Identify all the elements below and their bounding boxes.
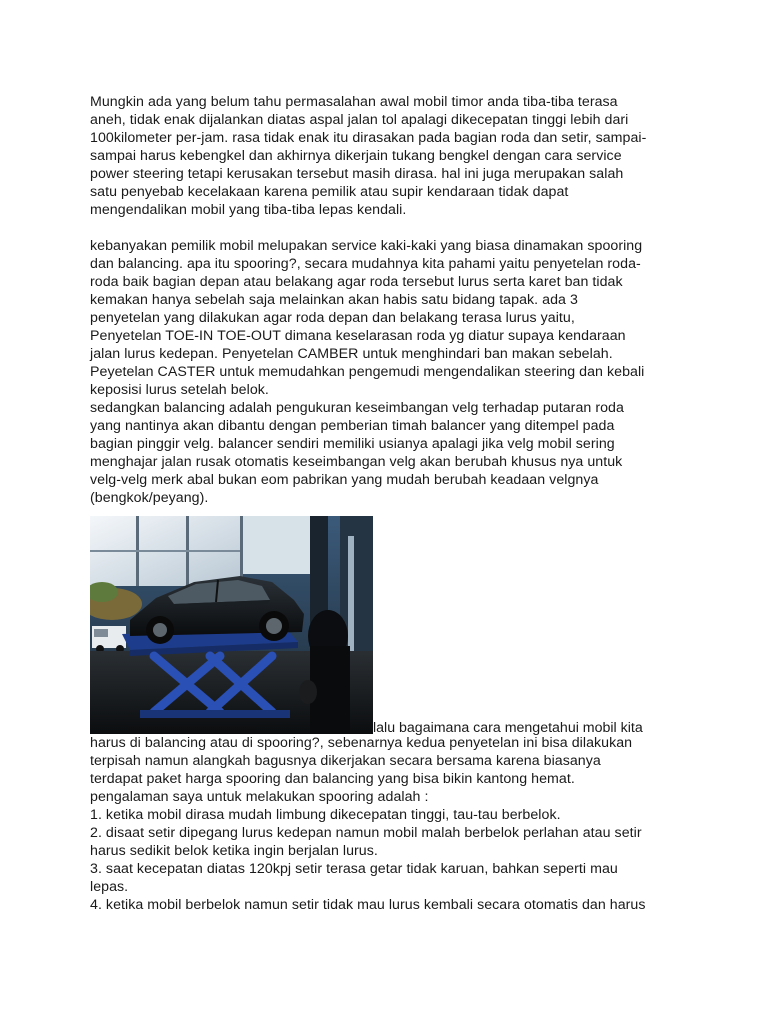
paragraph-spacer bbox=[90, 219, 682, 237]
document-page bbox=[90, 93, 682, 914]
photo-caption-text: lalu bagaimana cara mengetahui mobil kita bbox=[373, 720, 643, 736]
text-line: roda baik bagian depan atau belakang agar roda tersebut lurus serta karet ban tidak bbox=[90, 274, 623, 290]
photo-row bbox=[90, 516, 682, 734]
text-line: velg-velg merk abal bukan eom pabrikan yang mudah berubah keadaan velgnya bbox=[90, 472, 599, 488]
paragraph-intro bbox=[90, 93, 682, 219]
text-line: Peyetelan CASTER untuk memudahkan pengemudi mengendalikan steering dan kebali bbox=[90, 364, 645, 380]
list-item-4: 4. ketika mobil berbelok namun setir tidak mau lurus kembali secara otomatis dan harus bbox=[90, 897, 646, 913]
text-line: Mungkin ada yang belum tahu permasalahan awal mobil timor anda tiba-tiba terasa bbox=[90, 94, 618, 110]
paragraph-experience bbox=[90, 734, 682, 914]
list-item-2: 2. disaat setir dipegang lurus kedepan namun mobil malah berbelok perlahan atau setir bbox=[90, 825, 642, 841]
text-line: kemakan hanya sebelah saja melainkan akan habis satu bidang tapak. ada 3 bbox=[90, 292, 578, 308]
text-line: pengalaman saya untuk melakukan spooring adalah : bbox=[90, 789, 429, 805]
text-line: dan balancing. apa itu spooring?, secara mudahnya kita pahami yaitu penyetelan roda- bbox=[90, 256, 641, 272]
text-line: sampai harus kebengkel dan akhirnya dikerjain tukang bengkel dengan cara service bbox=[90, 148, 622, 164]
list-item-2-cont: harus sedikit belok ketika ingin berjalan lurus. bbox=[90, 843, 378, 859]
list-item-3-cont: lepas. bbox=[90, 879, 129, 895]
text-line: menghajar jalan rusak otomatis keseimbangan velg akan berubah khusus nya untuk bbox=[90, 454, 623, 470]
text-line: 100kilometer per-jam. rasa tidak enak itu dirasakan pada bagian roda dan setir, sampai- bbox=[90, 130, 647, 146]
text-line: mengendalikan mobil yang tiba-tiba lepas kendali. bbox=[90, 202, 407, 218]
text-line: harus di balancing atau di spooring?, sebenarnya kedua penyetelan ini bisa dilakukan bbox=[90, 735, 633, 751]
text-line: penyetelan yang dilakukan agar roda depan dan belakang terasa lurus yaitu, bbox=[90, 310, 575, 326]
list-item-1: 1. ketika mobil dirasa mudah limbung dikecepatan tinggi, tau-tau berbelok. bbox=[90, 807, 561, 823]
list-item-3: 3. saat kecepatan diatas 120kpj setir terasa getar tidak karuan, bahkan seperti mau bbox=[90, 861, 618, 877]
text-line: power steering tetapi kerusakan tersebut masih dirasa. hal ini juga merupakan salah bbox=[90, 166, 624, 182]
text-line: jalan lurus kedepan. Penyetelan CAMBER untuk menghindari ban makan sebelah. bbox=[90, 346, 613, 362]
text-line: bagian pinggir velg. balancer sendiri memiliki usianya apalagi jika velg mobil sering bbox=[90, 436, 615, 452]
text-line: (bengkok/peyang). bbox=[90, 490, 209, 506]
paragraph-spooring-balancing bbox=[90, 237, 682, 507]
text-line: aneh, tidak enak dijalankan diatas aspal jalan tol apalagi dikecepatan tinggi lebih dari bbox=[90, 112, 629, 128]
text-line: Penyetelan TOE-IN TOE-OUT dimana keselarasan roda yg diatur supaya kendaraan bbox=[90, 328, 626, 344]
text-line: keposisi lurus setelah belok. bbox=[90, 382, 269, 398]
text-line: satu penyebab kecelakaan karena pemilik atau supir kendaraan tidak dapat bbox=[90, 184, 569, 200]
car-on-lift-photo bbox=[90, 516, 373, 734]
text-line: yang nantinya akan dibantu dengan pemberian timah balancer yang ditempel pada bbox=[90, 418, 615, 434]
text-line: terdapat paket harga spooring dan balancing yang bisa bikin kantong hemat. bbox=[90, 771, 575, 787]
text-line: kebanyakan pemilik mobil melupakan service kaki-kaki yang biasa dinamakan spooring bbox=[90, 238, 643, 254]
text-line: terpisah namun alangkah bagusnya dikerjakan secara bersama karena biasanya bbox=[90, 753, 601, 769]
text-line: sedangkan balancing adalah pengukuran keseimbangan velg terhadap putaran roda bbox=[90, 400, 624, 416]
